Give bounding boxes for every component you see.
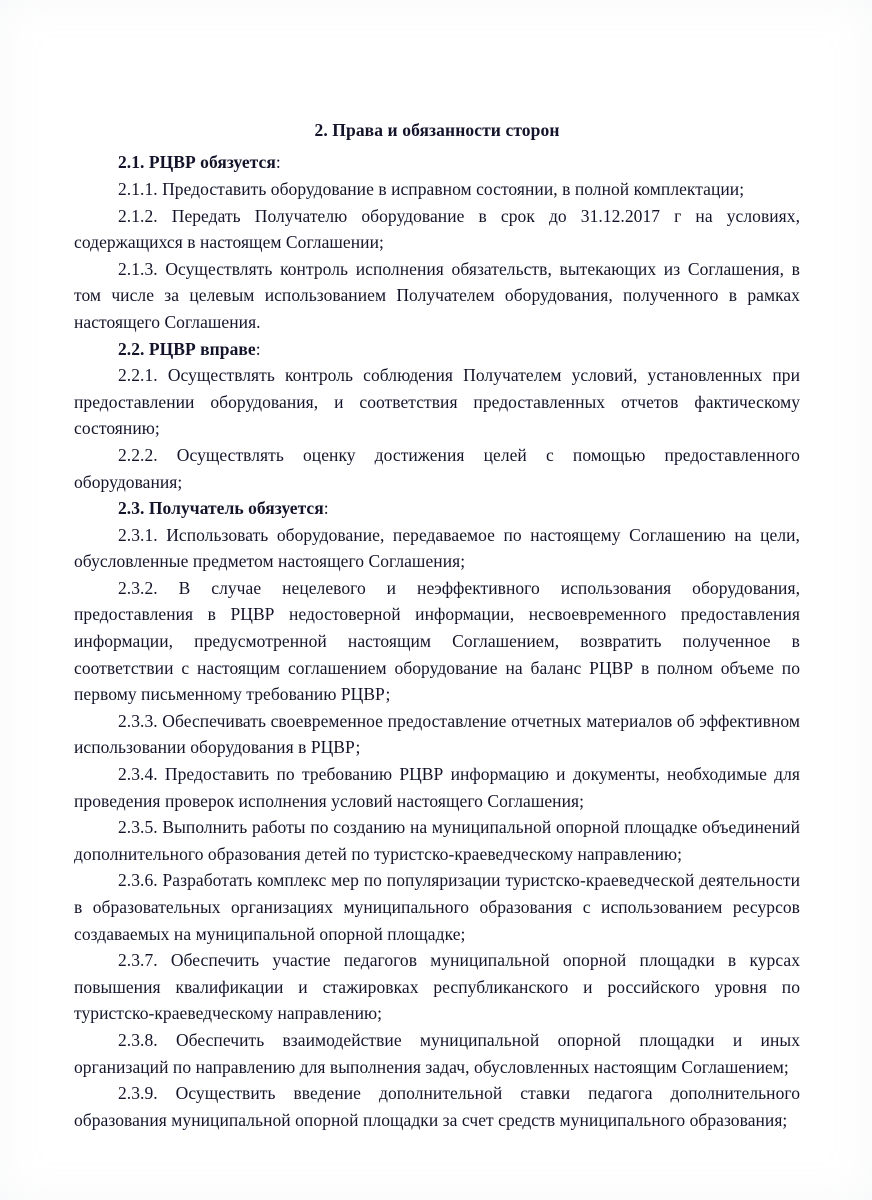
paragraph-2-2-2: 2.2.2. Осуществлять оценку достижения целей с помощью предоставленного оборудования; xyxy=(74,444,800,492)
paragraph-2-1-3: 2.1.3. Осуществлять контроль исполнения обязательств, вытекающих из Соглашения, в том числе за целевым использованием Получателем оборудования, полученного в рамках настоящего Соглашения. xyxy=(74,258,800,332)
paragraph-2-3-2: 2.3.2. В случае нецелевого и неэффективного использования оборудования, предоставления в РЦВР недостоверной информации, несвоевременного предоставления информации, предусмотренной настоящим Соглашением, возвратить полученное в соответствии с настоящим соглашением оборудование на баланс РЦВР в полном объеме по первому письменному требованию РЦВР; xyxy=(74,577,800,705)
paragraph-2-3 xyxy=(74,495,800,522)
paragraph-2-2-rest: : xyxy=(255,338,261,359)
paragraph-2-3-6: 2.3.6. Разработать комплекс мер по популяризации туристско-краеведческой деятельности в образовательных организациях муниципального образования с использованием ресурсов создаваемых на муниципальной опорной площадке; xyxy=(74,870,800,944)
paragraph-2-3-lead: 2.3. Получатель обязуется xyxy=(118,498,324,519)
paragraph-2-1 xyxy=(74,149,800,176)
paragraph-2-3-4: 2.3.4. Предоставить по требованию РЦВР информацию и документы, необходимые для проведения проверок исполнения условий настоящего Соглашения; xyxy=(74,764,800,811)
paragraph-2-2-lead: 2.2. РЦВР вправе xyxy=(118,338,256,359)
paragraph-2-1-rest: : xyxy=(275,152,281,173)
paragraph-2-1-2: 2.1.2. Передать Получателю оборудование в срок до 31.12.2017 г на условиях, содержащихся в настоящем Соглашении; xyxy=(74,205,800,253)
paragraph-2-3-8: 2.3.8. Обеспечить взаимодействие муниципальной опорной площадки и иных организаций по направлению для выполнения задач, обусловленных настоящим Соглашением; xyxy=(74,1029,800,1077)
paragraph-2-3-1: 2.3.1. Использовать оборудование, передаваемое по настоящему Соглашению на цели, обусловленные предметом настоящего Соглашения; xyxy=(74,524,800,572)
paragraph-2-3-7: 2.3.7. Обеспечить участие педагогов муниципальной опорной площадки в курсах повышения квалификации и стажировках республиканского и российского уровня по туристско-краеведческому направлению; xyxy=(74,950,800,1024)
paragraph-2-3-5: 2.3.5. Выполнить работы по созданию на муниципальной опорной площадке объединений дополнительного образования детей по туристско-краеведческому направлению; xyxy=(74,817,800,864)
paragraph-2-3-3: 2.3.3. Обеспечивать своевременное предоставление отчетных материалов об эффективном использовании оборудования в РЦВР; xyxy=(74,710,800,758)
paragraph-2-2 xyxy=(74,336,800,363)
paragraph-2-1-1: 2.1.1. Предоставить оборудование в исправном состоянии, в полной комплектации; xyxy=(118,178,745,199)
paragraph-2-3-rest: : xyxy=(323,498,329,519)
document-body xyxy=(74,118,800,1133)
paragraph-2-1-lead: 2.1. РЦВР обязуется xyxy=(118,152,276,173)
paragraph-2-2-1: 2.2.1. Осуществлять контроль соблюдения Получателем условий, установленных при предоставлении оборудования, и соответствия предоставленных отчетов фактическому состоянию; xyxy=(74,365,800,439)
section-heading: 2. Права и обязанности сторон xyxy=(314,120,560,140)
paragraph-2-3-9: 2.3.9. Осуществить введение дополнительной ставки педагога дополнительного образования муниципальной опорной площадки за счет средств муниципального образования; xyxy=(74,1083,800,1130)
